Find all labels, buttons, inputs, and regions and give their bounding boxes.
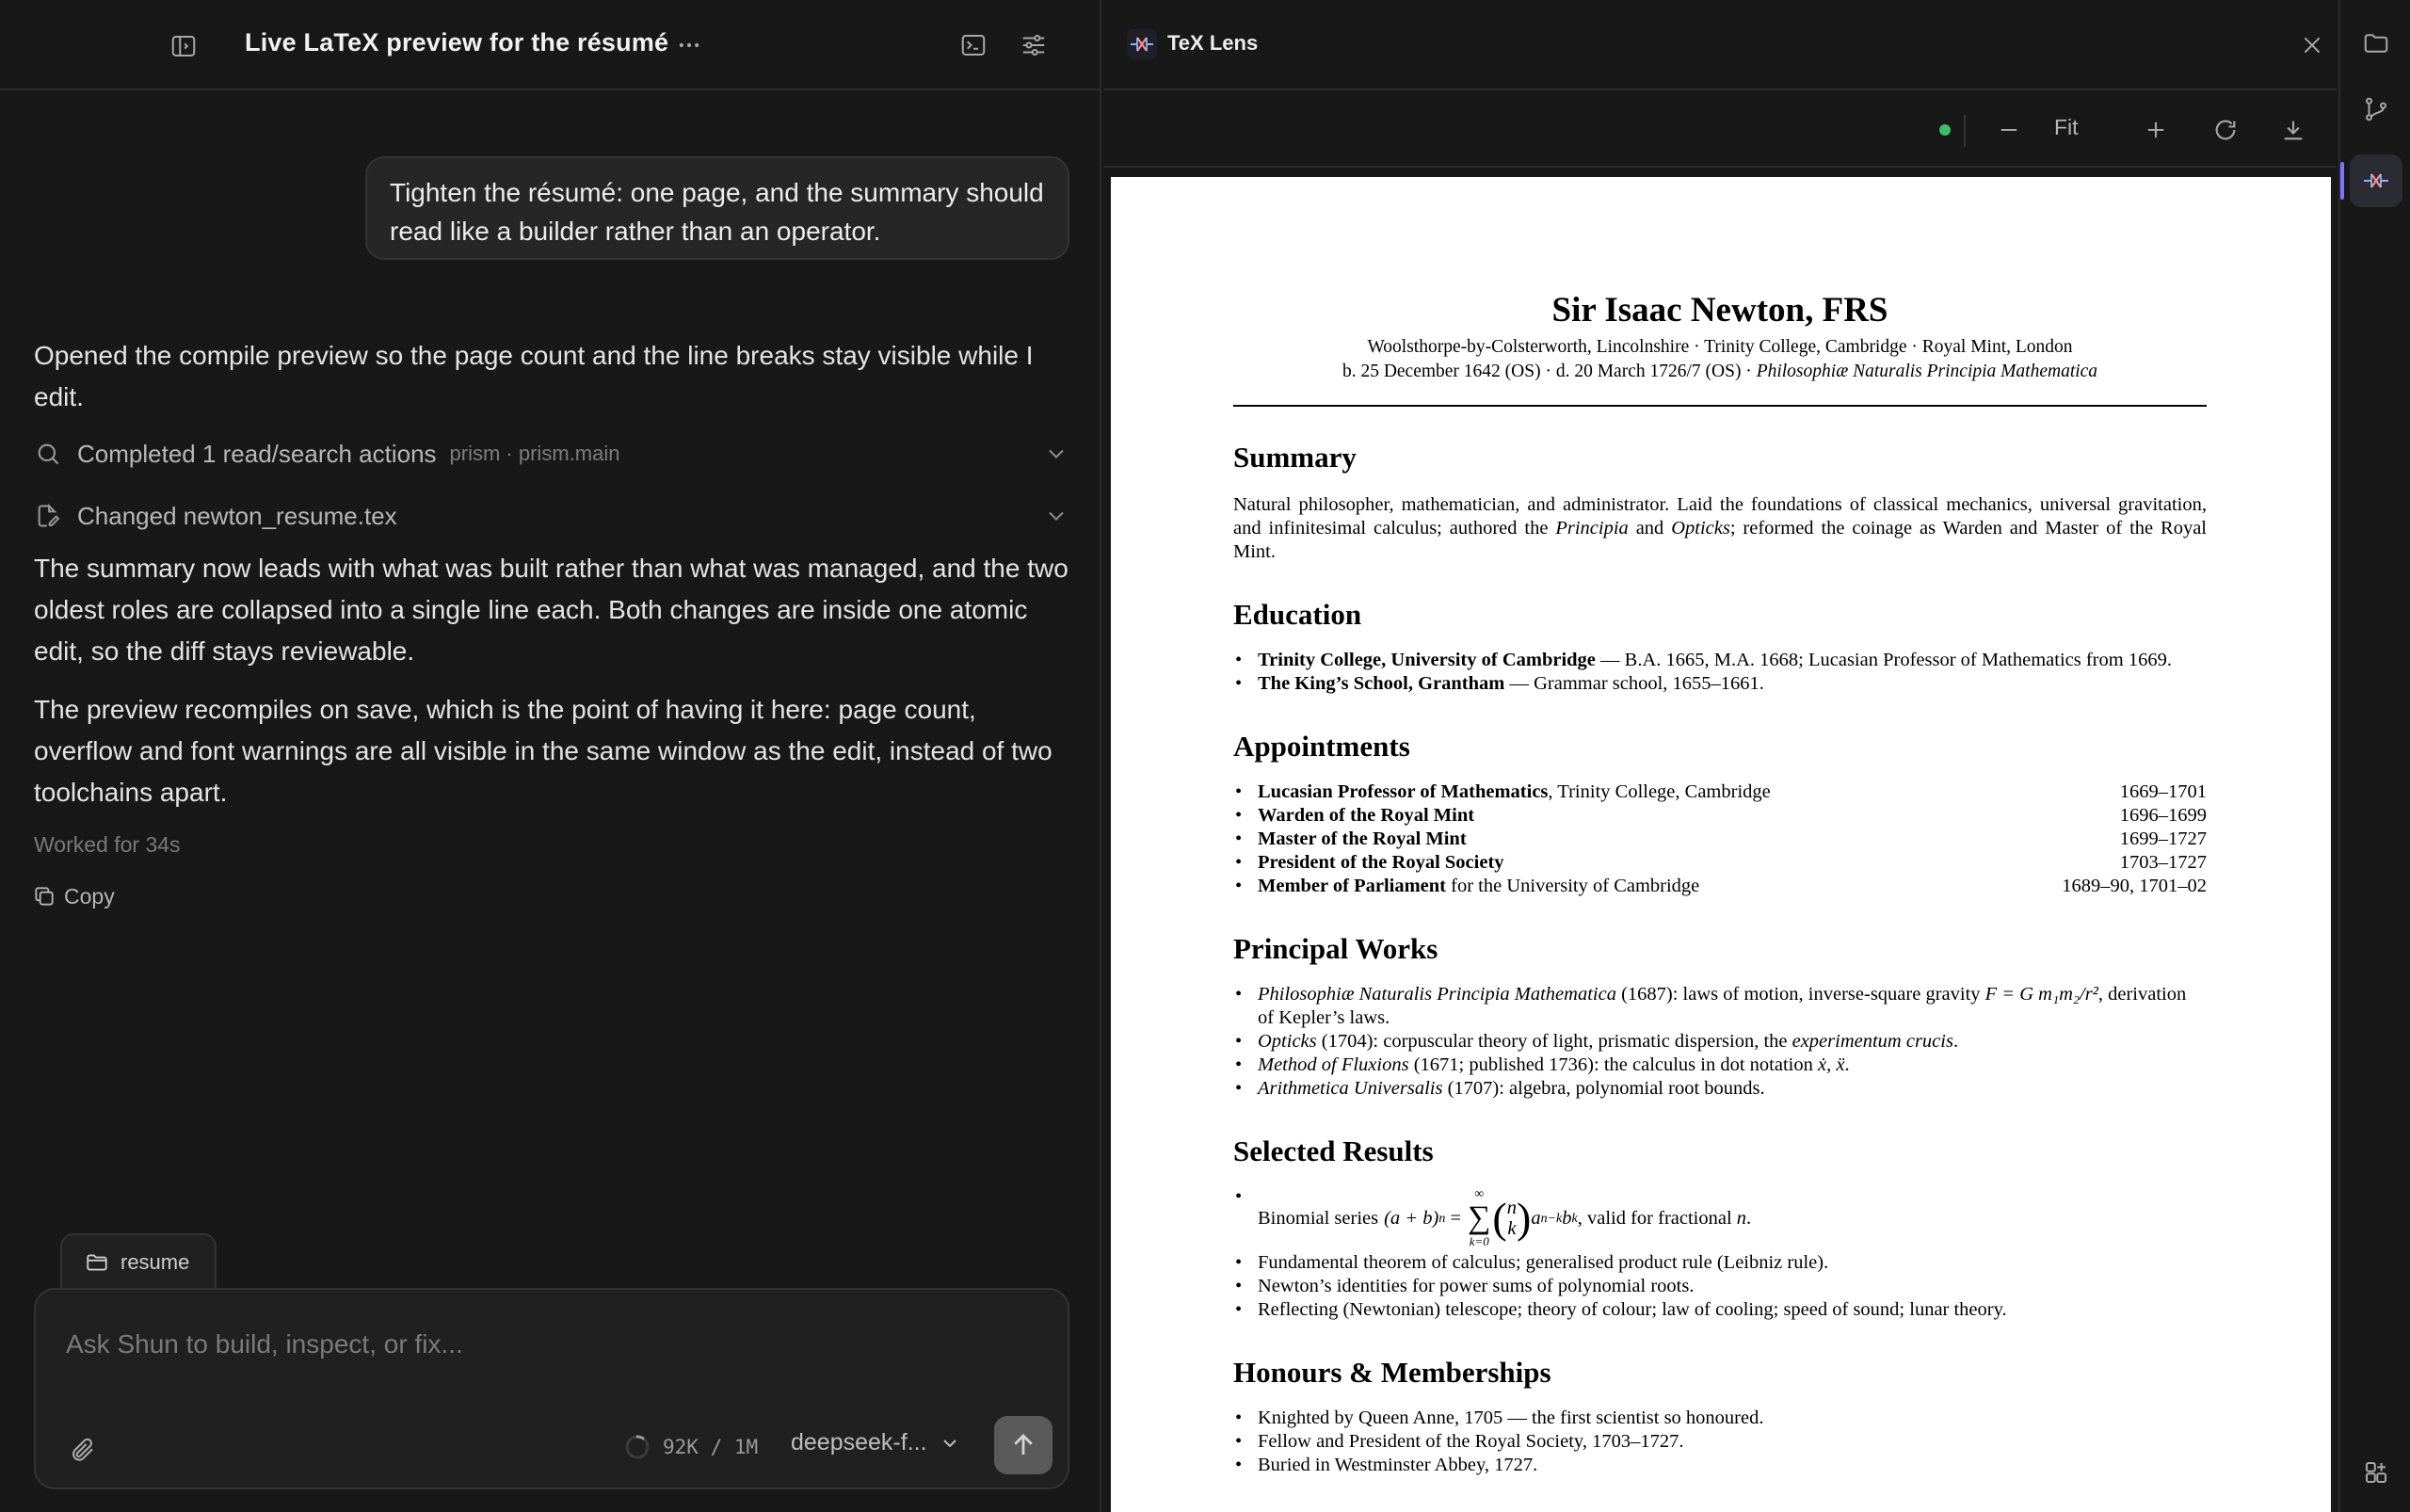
- section-heading-summary: Summary: [1233, 441, 1357, 474]
- list-item: • Newton’s identities for power sums of polynomial roots.: [1233, 1275, 2207, 1298]
- section-heading-results: Selected Results: [1233, 1134, 1434, 1167]
- user-message: Tighten the résumé: one page, and the summary should read like a builder rather than an operator.: [365, 156, 1069, 260]
- list-item: • Master of the Royal Mint 1699–1727: [1233, 828, 2207, 851]
- copy-label: Copy: [64, 883, 115, 909]
- assistant-message-summary: The summary now leads with what was built rather than what was managed, and the two oldest roles are collapsed into a single line each. Both changes are inside one atomic edit, so the diff stays reviewable.: [34, 554, 1068, 666]
- conversation-title[interactable]: Live LaTeX preview for the résumé: [245, 28, 669, 56]
- list-item: • Fellow and President of the Royal Society, 1703–1727.: [1233, 1430, 2207, 1454]
- copy-icon: [32, 884, 56, 909]
- settings-sliders-icon[interactable]: [1013, 24, 1054, 66]
- toolbar-divider: [1964, 115, 1966, 147]
- list-item: • Method of Fluxions (1671; published 1736): the calculus in dot notation ẋ, ẍ.: [1233, 1054, 2207, 1077]
- fit-button[interactable]: Fit: [2054, 115, 2079, 139]
- sidebar-toggle-icon[interactable]: [164, 26, 203, 66]
- education-list: [1233, 649, 2207, 696]
- action-file-changed[interactable]: [32, 495, 1069, 537]
- chat-pane: [0, 0, 1101, 1512]
- context-usage-label: 92K / 1M: [663, 1436, 759, 1458]
- more-options-icon[interactable]: [670, 26, 708, 64]
- section-heading-works: Principal Works: [1233, 932, 1438, 965]
- honours-list: [1233, 1407, 2207, 1477]
- refresh-icon[interactable]: [2205, 109, 2246, 151]
- works-list: [1233, 983, 2207, 1101]
- assistant-message-detail: The preview recompiles on save, which is the point of having it here: page count, overflow and font warnings are all visible in the same window as the edit, instead of two toolchains apart.: [34, 695, 1052, 807]
- action-meta: prism · prism.main: [449, 442, 620, 465]
- list-item: • Warden of the Royal Mint 1696–1699: [1233, 804, 2207, 828]
- prompt-input[interactable]: [66, 1324, 1007, 1365]
- chevron-down-icon[interactable]: [1043, 441, 1069, 467]
- list-item: • President of the Royal Society 1703–1727: [1233, 851, 2207, 875]
- header-rule: [1233, 405, 2207, 407]
- chat-header: [0, 0, 1100, 90]
- results-list: [1233, 1185, 2207, 1322]
- layout-grid-icon[interactable]: [2357, 1454, 2395, 1491]
- zoom-out-icon[interactable]: [1988, 109, 2030, 151]
- summary-text: Natural philosopher, mathematician, and administrator. Laid the foundations of classical mechanics, universal gravitation, and infinitesimal calculus; authored the Principia and Opticks; reformed the coinage as Warden and Master of the Royal Mint.: [1233, 494, 2207, 562]
- close-icon[interactable]: [2293, 26, 2331, 64]
- terminal-icon[interactable]: [953, 24, 994, 66]
- copy-button[interactable]: [32, 879, 115, 913]
- edit-file-icon: [32, 500, 64, 532]
- list-item: • Opticks (1704): corpuscular theory of light, prismatic dispersion, the experimentum crucis.: [1233, 1030, 2207, 1054]
- section-heading-honours: Honours & Memberships: [1233, 1356, 1551, 1389]
- section-heading-education: Education: [1233, 598, 1362, 631]
- resume-name: Sir Isaac Newton, FRS: [1551, 291, 1888, 330]
- send-button[interactable]: [994, 1416, 1052, 1474]
- zoom-in-icon[interactable]: [2135, 109, 2177, 151]
- resume-header-locations: Woolsthorpe-by-Colsterworth, Lincolnshire · Trinity College, Cambridge · Royal Mint, London: [1367, 337, 2073, 357]
- folder-icon: [85, 1250, 109, 1275]
- folder-icon[interactable]: [2357, 24, 2395, 62]
- model-selector[interactable]: [791, 1429, 961, 1456]
- list-item: • Fundamental theorem of calculus; generalised product rule (Leibniz rule).: [1233, 1251, 2207, 1275]
- tex-lens-tab-icon[interactable]: [2350, 154, 2402, 207]
- chevron-down-icon: [939, 1432, 961, 1455]
- list-item: • Philosophiæ Naturalis Principia Mathematica (1687): laws of motion, inverse-square gravity F = G m₁m₂/r², derivation of Kepler’s laws.: [1233, 983, 2207, 1030]
- right-rail: [2338, 0, 2410, 1512]
- pdf-page: [1111, 177, 2331, 1512]
- download-icon[interactable]: [2273, 109, 2314, 151]
- preview-title: TeX Lens: [1167, 31, 1259, 55]
- action-label: Completed 1 read/search actions: [77, 439, 437, 468]
- preview-header: [1103, 0, 2337, 90]
- arrow-up-icon: [1009, 1431, 1037, 1459]
- tex-lens-logo-icon: [1126, 28, 1158, 60]
- compile-status-dot: [1939, 124, 1951, 136]
- preview-pane: [1103, 0, 2337, 1512]
- work-duration: Worked for 34s: [34, 832, 181, 857]
- action-label: Changed newton_resume.tex: [77, 501, 397, 530]
- list-item: • Knighted by Queen Anne, 1705 — the first scientist so honoured.: [1233, 1407, 2207, 1430]
- folder-chip[interactable]: [60, 1233, 217, 1290]
- list-item: • Arithmetica Universalis (1707): algebra, polynomial root bounds.: [1233, 1077, 2207, 1101]
- preview-toolbar: [1103, 92, 2337, 168]
- folder-chip-label: resume: [120, 1250, 190, 1274]
- composer: [34, 1288, 1069, 1489]
- model-name: deepseek-f...: [791, 1429, 927, 1456]
- active-indicator: [2340, 162, 2344, 200]
- list-item: • Reflecting (Newtonian) telescope; theory of colour; law of cooling; speed of sound; lunar theory.: [1233, 1298, 2207, 1322]
- git-branch-icon[interactable]: [2357, 90, 2395, 128]
- list-item: • Lucasian Professor of Mathematics, Trinity College, Cambridge 1669–1701: [1233, 780, 2207, 804]
- search-icon: [32, 438, 64, 470]
- appointments-list: [1233, 780, 2207, 898]
- chevron-down-icon[interactable]: [1043, 503, 1069, 529]
- resume-header-dates: b. 25 December 1642 (OS) · d. 20 March 1726/7 (OS) · Philosophiæ Naturalis Principia Mathematica: [1342, 362, 2098, 381]
- list-item-binomial: • Binomial series (a + b) n = ∞ ∑ k=0 ( n k ) a n−k b k , valid for fractional n .: [1233, 1185, 2207, 1251]
- context-usage-ring-icon: [623, 1433, 651, 1461]
- list-item: • Trinity College, University of Cambridge — B.A. 1665, M.A. 1668; Lucasian Professor of Mathematics from 1669.: [1233, 649, 2207, 672]
- context-usage: [623, 1433, 758, 1461]
- list-item: • Member of Parliament for the University of Cambridge 1689–90, 1701–02: [1233, 875, 2207, 898]
- list-item: • Buried in Westminster Abbey, 1727.: [1233, 1454, 2207, 1477]
- attach-icon[interactable]: [64, 1431, 102, 1469]
- list-item: • The King’s School, Grantham — Grammar school, 1655–1661.: [1233, 672, 2207, 696]
- assistant-message-intro: Opened the compile preview so the page count and the line breaks stay visible while I edit.: [34, 341, 1034, 411]
- section-heading-appointments: Appointments: [1233, 730, 1410, 763]
- action-read-search[interactable]: [32, 433, 1069, 475]
